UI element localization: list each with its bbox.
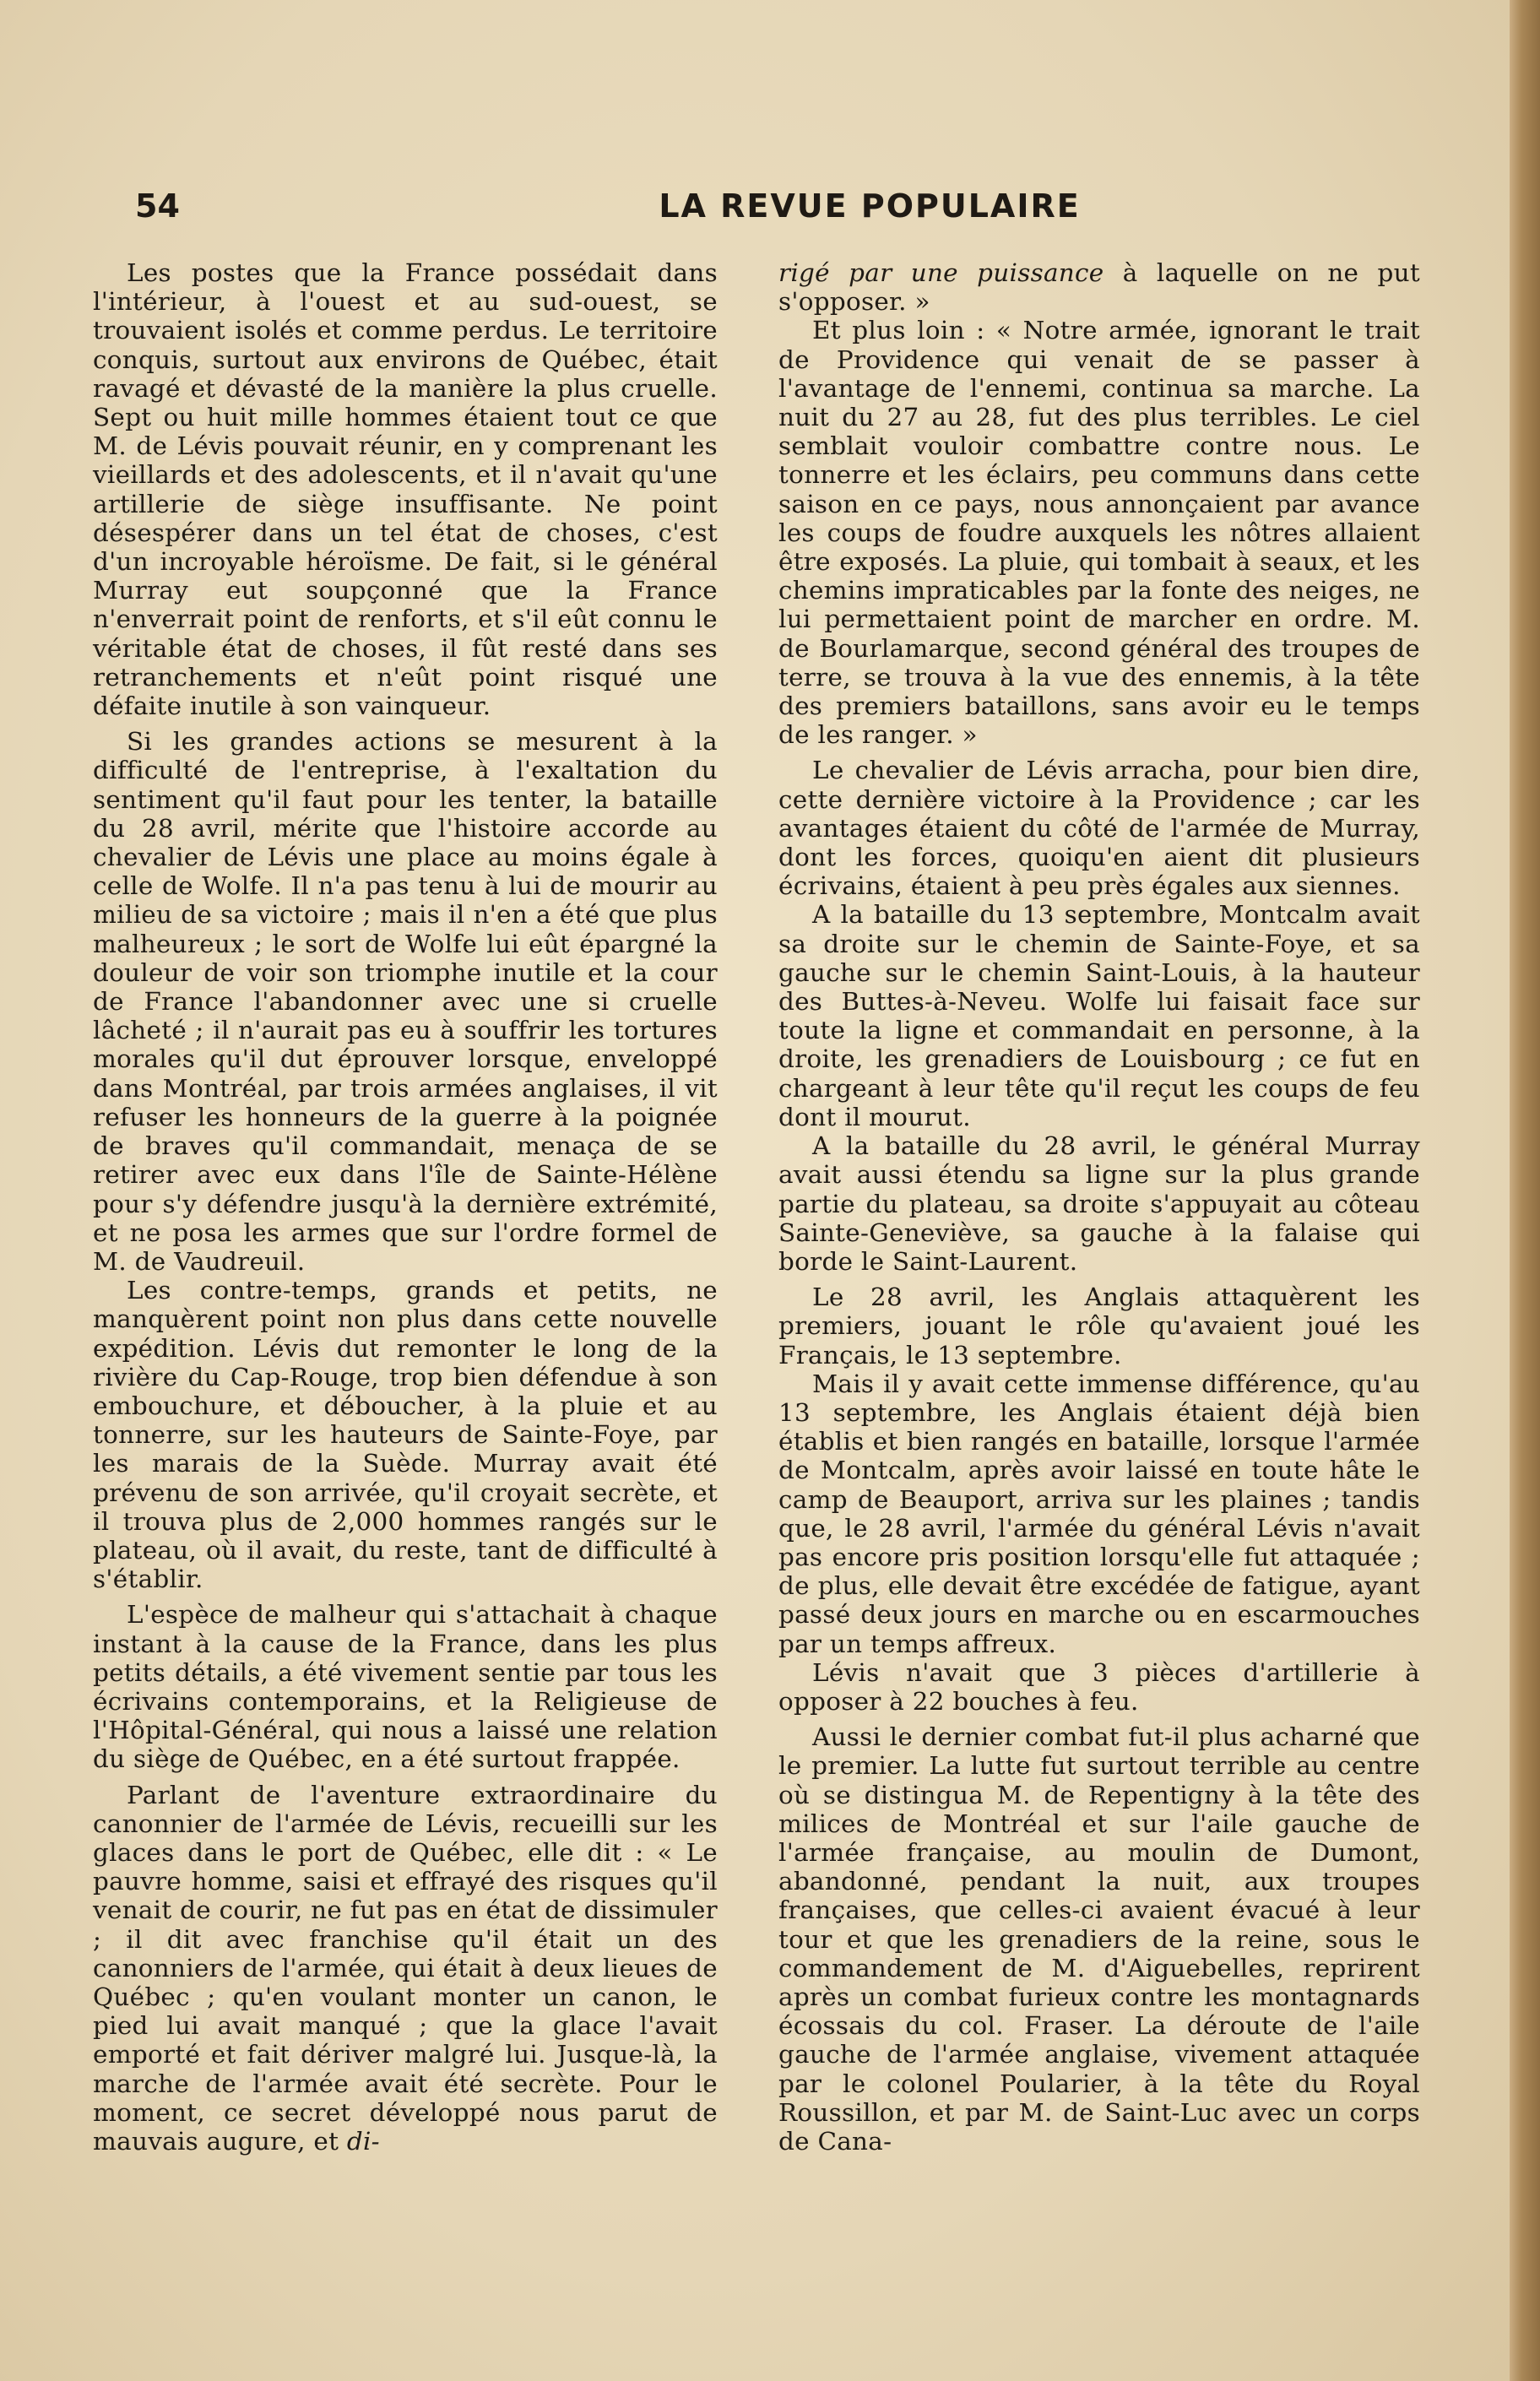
left-column [93,258,718,2156]
paragraph: Mais il y avait cette immense différence, qu'au 13 septembre, les Anglais étaient déjà bien établis et bien rangés en bataille, lorsque l'armée de Montcalm, après avoir laissé en toute hâte le camp de Beauport, arriva sur les plaines ; tandis que, le 28 avril, l'armée du général Lévis n'avait pas encore pris position lorsqu'elle fut attaquée ; de plus, elle devait être excédée de fatigue, ayant passé deux jours en marche ou en escarmouches par un temps affreux. [778,1369,1420,1658]
paragraph: Le 28 avril, les Anglais attaquèrent les premiers, jouant le rôle qu'avaient joué les Français, le 13 septembre. [778,1283,1420,1369]
paragraph: Les contre-temps, grands et petits, ne manquèrent point non plus dans cette nouvelle expédition. Lévis dut remonter le long de la rivière du Cap-Rouge, trop bien défendue à son embouchure, et déboucher, à la pluie et au tonnerre, sur les hauteurs de Sainte-Foye, par les marais de la Suède. Murray avait été prévenu de son arrivée, qu'il croyait secrète, et il trouva plus de 2,000 hommes rangés sur le plateau, où il avait, du reste, tant de difficulté à s'établir. [93,1276,718,1594]
paragraph: Les postes que la France possédait dans l'intérieur, à l'ouest et au sud-ouest, se trouvaient isolés et comme perdus. Le territoire conquis, surtout aux environs de Québec, était ravagé et dévasté de la manière la plus cruelle. Sept ou huit mille hommes étaient tout ce que M. de Lévis pouvait réunir, en y comprenant les vieillards et des adolescents, et il n'avait qu'une artillerie de siège insuffisante. Ne point désespérer dans un tel état de choses, c'est d'un incroyable héroïsme. De fait, si le général Murray eut soupçonné que la France n'enverrait point de renforts, et s'il eût connu le véritable état de choses, il fût resté dans ses retranchements et n'eût point risqué une défaite inutile à son vainqueur. [93,258,718,721]
page-edge [1510,0,1540,2381]
running-title: LA REVUE POPULAIRE [659,187,1081,225]
paragraph: Et plus loin : « Notre armée, ignorant le trait de Providence qui venait de se passer à l'avantage de l'ennemi, continua sa marche. La nuit du 27 au 28, fut des plus terribles. Le ciel semblait vouloir combattre contre nous. Le tonnerre et les éclairs, peu communs dans cette saison en ce pays, nous annonçaient par avance les coups de foudre auxquels les nôtres allaient être exposés. La pluie, qui tombait à seaux, et les chemins impraticables par la fonte des neiges, ne lui permettaient point de marcher en ordre. M. de Bourlamarque, second général des troupes de terre, se trouva à la vue des ennemis, à la tête des premiers bataillons, sans avoir eu le temps de les ranger. » [778,316,1420,750]
paragraph: Aussi le dernier combat fut-il plus acharné que le premier. La lutte fut surtout terrible au centre où se distingua M. de Repentigny à la tête des milices de Montréal et sur l'aile gauche de l'armée française, au moulin de Dumont, abandonné, pendant la nuit, aux troupes françaises, que celles-ci avaient évacué à leur tour et que les grenadiers de la reine, sous le commandement de M. d'Aiguebelles, reprirent après un combat furieux contre les montagnards écossais du col. Fraser. La déroute de l'aile gauche de l'armée anglaise, vivement attaquée par le colonel Poularier, à la tête du Royal Roussillon, et par M. de Saint-Luc avec un corps de Cana- [778,1722,1420,2156]
paragraph [93,1781,718,2156]
paragraph: A la bataille du 13 septembre, Montcalm avait sa droite sur le chemin de Sainte-Foye, et sa gauche sur le chemin Saint-Louis, à la hauteur des Buttes-à-Neveu. Wolfe lui faisait face sur toute la ligne et commandait en personne, à la droite, les grenadiers de Louisbourg ; ce fut en chargeant à leur tête qu'il reçut les coups de feu dont il mourut. [778,900,1420,1131]
paragraph [778,258,1420,316]
paragraph: Lévis n'avait que 3 pièces d'artillerie à opposer à 22 bouches à feu. [778,1657,1420,1716]
right-column [778,258,1420,2156]
paragraph-text: à laquelle on ne put s'opposer. » [778,258,1420,317]
paragraph: A la bataille du 28 avril, le général Murray avait aussi étendu sa ligne sur la plus grande partie du plateau, sa droite s'appuyait au côteau Sainte-Geneviève, sa gauche à la falaise qui borde le Saint-Laurent. [778,1131,1420,1276]
italic-text: di- [346,2127,380,2156]
paragraph: Le chevalier de Lévis arracha, pour bien dire, cette dernière victoire à la Providence ; car les avantages étaient du côté de l'armée de Murray, dont les forces, quoiqu'en aient dit plusieurs écrivains, étaient à peu près égales aux siennes. [778,756,1420,901]
paragraph: L'espèce de malheur qui s'attachait à chaque instant à la cause de la France, dans les plus petits détails, a été vivement sentie par tous les écrivains contemporains, et la Religieuse de l'Hôpital-Général, qui nous a laissé une relation du siège de Québec, en a été surtout frappée. [93,1600,718,1774]
paragraph-text: Parlant de l'aventure extraordinaire du canonnier de l'armée de Lévis, recueilli sur les glaces dans le port de Québec, elle dit : « Le pauvre homme, saisi et effrayé des risques qu'il venait de courir, ne fut pas en état de dissimuler ; il dit avec franchise qu'il était un des canonniers de l'armée, qui était à deux lieues de Québec ; qu'en voulant monter un canon, le pied lui avait manqué ; que la glace l'avait emporté et fait dériver malgré lui. Jusque-là, la marche de l'armée avait été secrète. Pour le moment, ce secret développé nous parut de mauvais augure, et [93,1780,718,2156]
page-header [135,187,1418,230]
italic-text: rigé par une puissance [778,258,1104,287]
paragraph: Si les grandes actions se mesurent à la difficulté de l'entreprise, à l'exaltation du sentiment qu'il faut pour les tenter, la bataille du 28 avril, mérite que l'histoire accorde au chevalier de Lévis une place au moins égale à celle de Wolfe. Il n'a pas tenu à lui de mourir au milieu de sa victoire ; mais il n'en a été que plus malheureux ; le sort de Wolfe lui eût épargné la douleur de voir son triomphe inutile et la cour de France l'abandonner avec une si cruelle lâcheté ; il n'aurait pas eu à souffrir les tortures morales qu'il dut éprouver lorsque, enveloppé dans Montréal, par trois armées anglaises, il vit refuser les honneurs de la guerre à la poignée de braves qu'il commandait, menaça de se retirer avec eux dans l'île de Sainte-Hélène pour s'y défendre jusqu'à la dernière extrémité, et ne posa les armes que sur l'ordre formel de M. de Vaudreuil. [93,727,718,1276]
page-number: 54 [135,187,180,225]
